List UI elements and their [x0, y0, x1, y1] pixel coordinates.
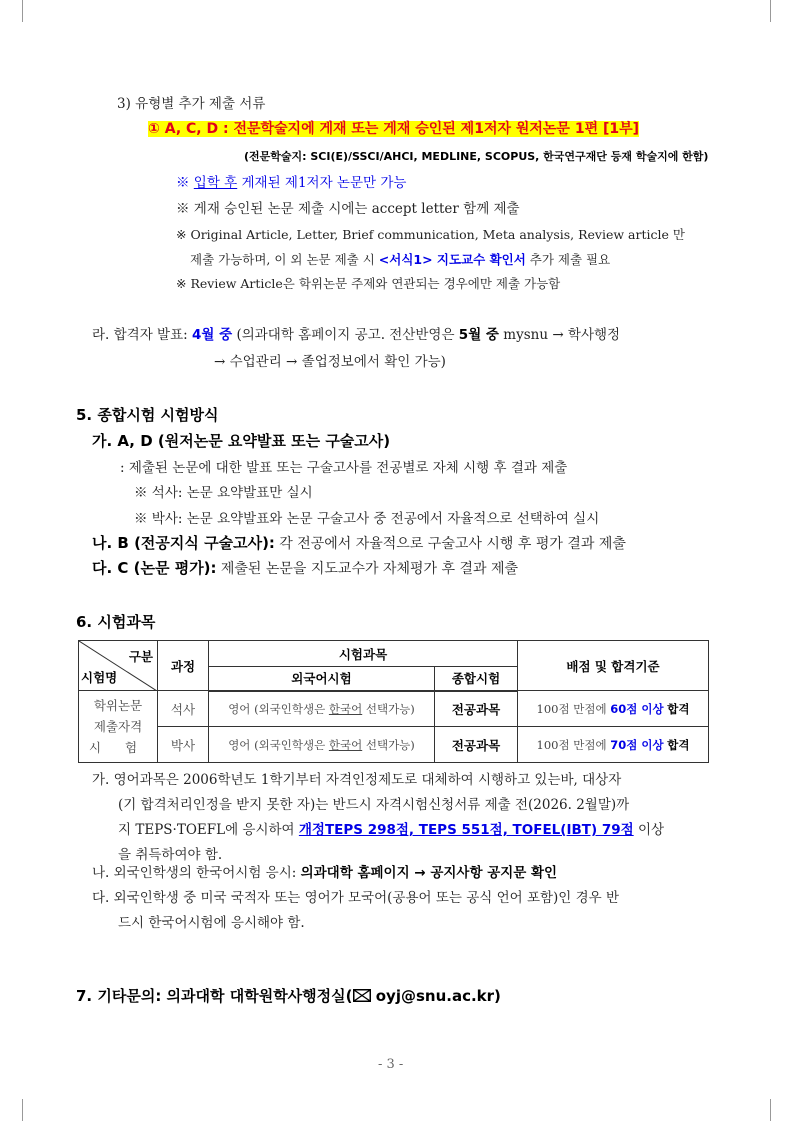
course-cell: 석사 [158, 691, 209, 727]
note-3-line-2-c: 추가 제출 필요 [529, 252, 611, 267]
contact-email[interactable]: oyj@snu.ac.kr [375, 987, 495, 1005]
row-label-2: 제출자격 [93, 719, 143, 734]
note-na-a: 나. 외국인학생의 한국어시험 응시: [92, 865, 297, 881]
result-prefix: 라. 합격자 발표: [92, 327, 188, 343]
foreign-b: 선택가능) [365, 737, 415, 752]
score-a: 100점 만점에 [536, 701, 607, 716]
header-score: 배점 및 합격기준 [518, 641, 709, 691]
note-1-rest: 게재된 제1저자 논문만 가능 [241, 175, 407, 191]
note-4: ※ Review Article은 학위논문 주제와 연관되는 경우에만 제출 가능함 [176, 276, 561, 291]
note-ga-line-3-a: 지 TEPS·TOEFL에 응시하여 [118, 822, 295, 838]
crop-mark-bottom-left [0, 1099, 23, 1121]
note-1 [176, 171, 406, 191]
note-ga-line-3-c: 이상 [637, 822, 665, 838]
section-3-heading: 3) 유형별 추가 제출 서류 [117, 96, 266, 112]
section-5-a-note-2: ※ 박사: 논문 요약발표와 논문 구술고사 중 전공에서 자율적으로 선택하여 실시 [134, 511, 600, 527]
section-5-a-desc: : 제출된 논문에 대한 발표 또는 구술고사를 전공별로 자체 시행 후 결과 제출 [120, 460, 568, 476]
comprehensive-cell: 전공과목 [435, 727, 518, 763]
section-5-title: 5. 종합시험 시험방식 [76, 406, 219, 424]
section-5-b-desc: 각 전공에서 자율적으로 구술고사 시행 후 평가 결과 제출 [279, 536, 626, 552]
score-cell [518, 691, 709, 727]
crop-mark-bottom-right [770, 1099, 793, 1121]
section-5-b [92, 532, 626, 553]
header-foreign: 외국어시험 [209, 667, 435, 691]
result-mid: (의과대학 홈페이지 공고. 전산반영은 [236, 327, 455, 343]
header-comprehensive: 종합시험 [435, 667, 518, 691]
note-na [92, 861, 557, 881]
foreign-korean: 한국어 [328, 701, 363, 716]
note-1-link[interactable]: 입학 후 [193, 175, 238, 191]
form-1-link: <서식1> 지도교수 확인서 [378, 252, 526, 267]
note-ga-line-3 [118, 818, 664, 838]
note-ga-line-2: (기 합격처리인정을 받지 못한 자)는 반드시 자격시험신청서류 제출 전(2026. 2월말)까 [118, 797, 630, 813]
foreign-a: 영어 (외국인학생은 [228, 701, 326, 716]
comprehensive-cell: 전공과목 [435, 691, 518, 727]
journals-note: (전문학술지: SCI(E)/SSCI/AHCI, MEDLINE, SCOPUS, 한국연구재단 등재 학술지에 한함) [244, 150, 709, 163]
foreign-a: 영어 (외국인학생은 [228, 737, 326, 752]
course-cell: 박사 [158, 727, 209, 763]
foreign-cell [209, 691, 435, 727]
foreign-b: 선택가능) [365, 701, 415, 716]
note-da-line-1: 다. 외국인학생 중 미국 국적자 또는 영어가 모국어(공용어 또는 공식 언어 포함)인 경우 반 [92, 890, 620, 906]
required-scores: 개정TEPS 298점, TEPS 551점, TOFEL(IBT) 79점 [298, 822, 634, 838]
section-5-c-desc: 제출된 논문을 지도교수가 자체평가 후 결과 제출 [220, 561, 519, 577]
mail-icon [353, 987, 371, 1005]
section-7-contact [76, 985, 501, 1006]
result-date-1: 4월 중 [191, 327, 233, 343]
score-threshold: 70점 이상 [610, 737, 664, 752]
section-5-a-title: 가. A, D (원저논문 요약발표 또는 구술고사) [92, 432, 391, 450]
section-5-c-title: 다. C (논문 평가): [92, 559, 217, 577]
note-3-line-1: ※ Original Article, Letter, Brief communication, Meta analysis, Review article 만 [176, 227, 685, 242]
score-a: 100점 만점에 [536, 737, 607, 752]
score-pass: 합격 [667, 737, 690, 752]
note-3-line-2 [190, 250, 610, 268]
page-number: - 3 - [378, 1057, 404, 1072]
header-gubun: 구분 [128, 649, 153, 664]
row-label-3: 시 험 [88, 740, 148, 755]
note-3-line-2-a: 제출 가능하며, 이 외 논문 제출 시 [190, 252, 375, 267]
note-ga-line-4: 을 취득하여야 함. [118, 847, 223, 863]
crop-mark-top-right [770, 0, 793, 22]
section-5-b-title: 나. B (전공지식 구술고사): [92, 534, 275, 552]
score-threshold: 60점 이상 [610, 701, 664, 716]
result-tail: mysnu → 학사행정 [503, 327, 621, 343]
exam-subjects-table [78, 640, 709, 763]
section-5-c [92, 557, 518, 578]
row-label [79, 691, 158, 763]
table-row [79, 727, 709, 763]
header-subjects: 시험과목 [209, 641, 518, 667]
note-1-mark: ※ [176, 175, 190, 191]
note-na-b: 의과대학 홈페이지 → 공지사항 공지문 확인 [300, 865, 558, 881]
foreign-korean: 한국어 [328, 737, 363, 752]
score-pass: 합격 [667, 701, 690, 716]
foreign-cell [209, 727, 435, 763]
note-2: ※ 게재 승인된 논문 제출 시에는 accept letter 함께 제출 [176, 201, 520, 217]
result-date-2: 5월 중 [458, 327, 499, 343]
table-row [79, 691, 709, 727]
section-6-title: 6. 시험과목 [76, 613, 156, 631]
item-1-text: ① A, C, D : 전문학술지에 게재 또는 게재 승인된 제1저자 원저논문 1편 [1부] [148, 121, 640, 137]
section-7-close: ) [494, 987, 501, 1005]
crop-mark-top-left [0, 0, 23, 22]
section-5-a-note-1: ※ 석사: 논문 요약발표만 실시 [134, 485, 313, 501]
item-1 [148, 118, 639, 138]
note-da-line-2: 드시 한국어시험에 응시해야 함. [118, 915, 305, 931]
table-corner-cell [79, 641, 158, 691]
header-course: 과정 [158, 641, 209, 691]
result-line-1 [92, 323, 620, 343]
score-cell [518, 727, 709, 763]
note-ga-line-1: 가. 영어과목은 2006학년도 1학기부터 자격인정제도로 대체하여 시행하고 있는바, 대상자 [92, 772, 622, 788]
section-7-title: 7. 기타문의: 의과대학 대학원학사행정실( [76, 987, 353, 1005]
row-label-1: 학위논문 [93, 698, 143, 713]
header-exam-name: 시험명 [81, 670, 118, 685]
result-line-2: → 수업관리 → 졸업정보에서 확인 가능) [214, 354, 446, 370]
